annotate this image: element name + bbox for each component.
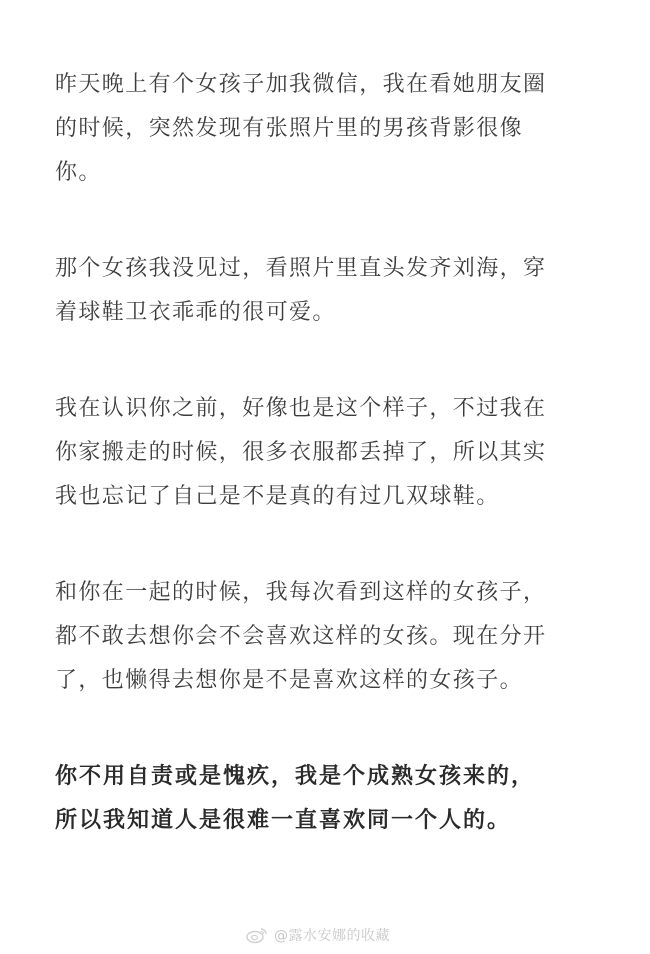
weibo-watermark bbox=[246, 922, 390, 948]
watermark-text: @露水安娜的收藏 bbox=[274, 928, 390, 944]
paragraph-2: 那个女孩我没见过，看照片里直头发齐刘海，穿 着球鞋卫衣乖乖的很可爱。 bbox=[55, 256, 547, 325]
paragraph-3: 我在认识你之前，好像也是这个样子，不过我在 你家搬走的时候，很多衣服都丢掉了，所以其实 我也忘记了自己是不是真的有过几双球鞋。 bbox=[55, 396, 547, 509]
paragraph-1: 昨天晚上有个女孩子加我微信，我在看她朋友圈 的时候，突然发现有张照片里的男孩背影很像 你。 bbox=[55, 72, 547, 185]
paragraph-4: 和你在一起的时候，我每次看到这样的女孩子， 都不敢去想你会不会喜欢这样的女孩。现在分开 了，也懒得去想你是不是喜欢这样的女孩子。 bbox=[55, 580, 547, 693]
paragraph-5-bold: 你不用自责或是愧疚，我是个成熟女孩来的， 所以我知道人是很难一直喜欢同一个人的。 bbox=[55, 764, 536, 833]
weibo-icon bbox=[246, 926, 268, 944]
